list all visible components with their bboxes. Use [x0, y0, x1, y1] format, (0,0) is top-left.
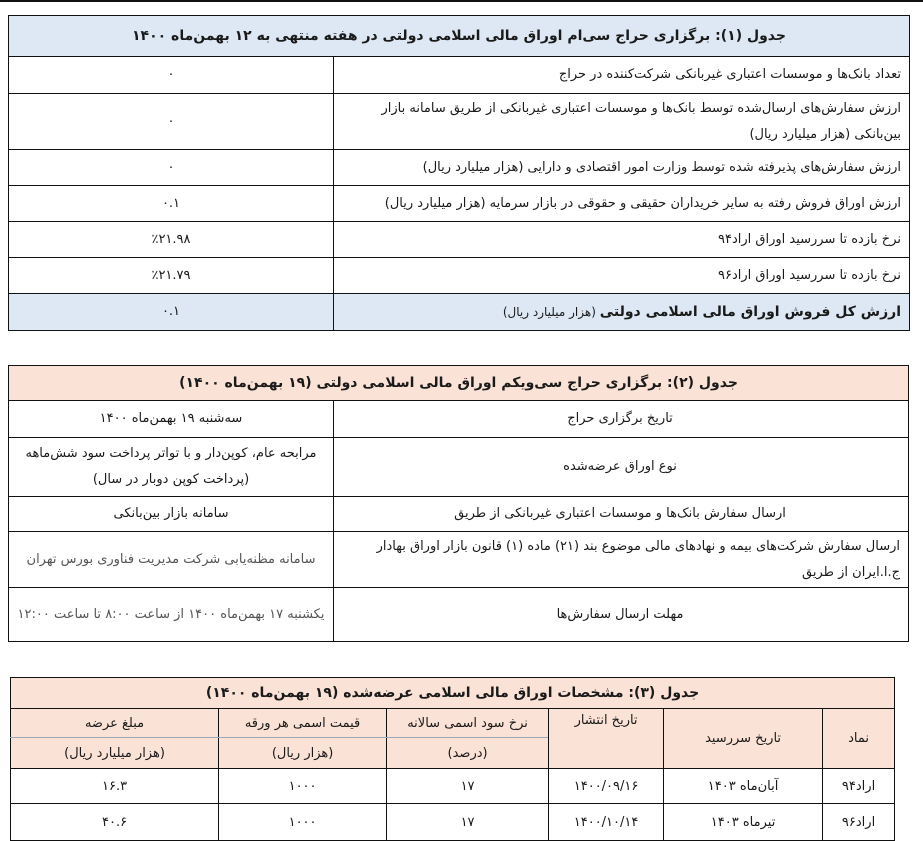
table-row — [9, 57, 910, 94]
row-label: ارزش سفارش‌های پذیرفته شده توسط وزارت امور اقتصادی و دارایی (هزار میلیارد ریال) — [334, 150, 910, 186]
column-unit-face-value: (هزار ریال) — [219, 738, 387, 769]
table-row — [9, 258, 910, 294]
column-header-rate: نرخ سود اسمی سالانه — [387, 709, 549, 738]
row-value: ۰ — [9, 57, 334, 94]
table-row — [9, 222, 910, 258]
cell-amount: ۱۶.۳ — [11, 769, 219, 804]
cell-issue-date: ۱۴۰۰/۱۰/۱۴ — [549, 804, 664, 841]
table-row — [9, 588, 909, 642]
column-header-face-value: قیمت اسمی هر ورقه — [219, 709, 387, 738]
row-value: ۰ — [9, 150, 334, 186]
cell-symbol: اراد۹۴ — [823, 769, 895, 804]
table-title: جدول (۳): مشخصات اوراق مالی اسلامی عرضه‌شده (۱۹ بهمن‌ماه ۱۴۰۰) — [11, 678, 895, 709]
table-row — [9, 532, 909, 588]
cell-maturity: آبان‌ماه ۱۴۰۳ — [664, 769, 823, 804]
row-label: ارسال سفارش شرکت‌های بیمه و نهادهای مالی موضوع بند (۲۱) ماده (۱) قانون بازار اوراق بهادار ج.ا.ایران از طریق — [334, 532, 909, 588]
row-value: ۰.۱ — [9, 186, 334, 222]
column-header-amount: مبلغ عرضه — [11, 709, 219, 738]
table-row — [11, 769, 895, 804]
table-offered-securities — [10, 677, 895, 841]
row-value: یکشنبه ۱۷ بهمن‌ماه ۱۴۰۰ از ساعت ۸:۰۰ تا ساعت ۱۲:۰۰ — [9, 588, 334, 642]
row-label: نرخ بازده تا سررسید اوراق اراد۹۶ — [334, 258, 910, 294]
cell-face-value: ۱۰۰۰ — [219, 769, 387, 804]
top-rule — [0, 0, 923, 2]
row-value: سامانه بازار بین‌بانکی — [9, 497, 334, 532]
row-label: ارزش اوراق فروش رفته به سایر خریداران حقیقی و حقوقی در بازار سرمایه (هزار میلیارد ریال) — [334, 186, 910, 222]
row-value: ٪۲۱.۷۹ — [9, 258, 334, 294]
row-value: ۰ — [9, 94, 334, 150]
table-row — [9, 497, 909, 532]
row-label: مهلت ارسال سفارش‌ها — [334, 588, 909, 642]
cell-face-value: ۱۰۰۰ — [219, 804, 387, 841]
row-label: تاریخ برگزاری حراج — [334, 401, 909, 438]
table-row — [9, 186, 910, 222]
row-label: ارسال سفارش بانک‌ها و موسسات اعتباری غیربانکی از طریق — [334, 497, 909, 532]
total-label — [334, 294, 910, 331]
table-row — [9, 401, 909, 438]
table-row — [9, 150, 910, 186]
cell-rate: ۱۷ — [387, 804, 549, 841]
row-label: نرخ بازده تا سررسید اوراق اراد۹۴ — [334, 222, 910, 258]
column-unit-rate: (درصد) — [387, 738, 549, 769]
table-row — [9, 438, 909, 497]
row-value: مرابحه عام، کوپن‌دار و با تواتر پرداخت سود شش‌ماهه (پرداخت کوپن دوبار در سال) — [9, 438, 334, 497]
total-label-unit: (هزار میلیارد ریال) — [502, 304, 600, 319]
cell-amount: ۴۰.۶ — [11, 804, 219, 841]
cell-symbol: اراد۹۶ — [823, 804, 895, 841]
table-row — [9, 94, 910, 150]
cell-maturity: تیرماه ۱۴۰۳ — [664, 804, 823, 841]
table-title: جدول (۲): برگزاری حراج سی‌ویکم اوراق مالی اسلامی دولتی (۱۹ بهمن‌ماه ۱۴۰۰) — [9, 366, 909, 401]
row-label: تعداد بانک‌ها و موسسات اعتباری غیربانکی شرکت‌کننده در حراج — [334, 57, 910, 94]
column-header-maturity: تاریخ سررسید — [664, 709, 823, 769]
column-header-issue-date: تاریخ انتشار — [549, 709, 664, 769]
cell-issue-date: ۱۴۰۰/۰۹/۱۶ — [549, 769, 664, 804]
column-header-symbol: نماد — [823, 709, 895, 769]
cell-rate: ۱۷ — [387, 769, 549, 804]
total-label-bold: ارزش کل فروش اوراق مالی اسلامی دولتی — [599, 303, 901, 320]
row-label: نوع اوراق عرضه‌شده — [334, 438, 909, 497]
total-row — [9, 294, 910, 331]
row-value: ٪۲۱.۹۸ — [9, 222, 334, 258]
row-label: ارزش سفارش‌های ارسال‌شده توسط بانک‌ها و موسسات اعتباری غیربانکی از طریق سامانه بازار بین‌بانکی (هزار میلیارد ریال) — [334, 94, 910, 150]
table-row — [11, 804, 895, 841]
column-unit-amount: (هزار میلیارد ریال) — [11, 738, 219, 769]
row-value: سامانه مظنه‌یابی شرکت مدیریت فناوری بورس تهران — [9, 532, 334, 588]
total-value: ۰.۱ — [9, 294, 334, 331]
table-auction-30-results — [8, 15, 910, 331]
table-auction-31-details — [8, 365, 909, 642]
row-value: سه‌شنبه ۱۹ بهمن‌ماه ۱۴۰۰ — [9, 401, 334, 438]
table-title: جدول (۱): برگزاری حراج سی‌ام اوراق مالی اسلامی دولتی در هفته منتهی به ۱۲ بهمن‌ماه ۱۴۰۰ — [9, 16, 910, 57]
